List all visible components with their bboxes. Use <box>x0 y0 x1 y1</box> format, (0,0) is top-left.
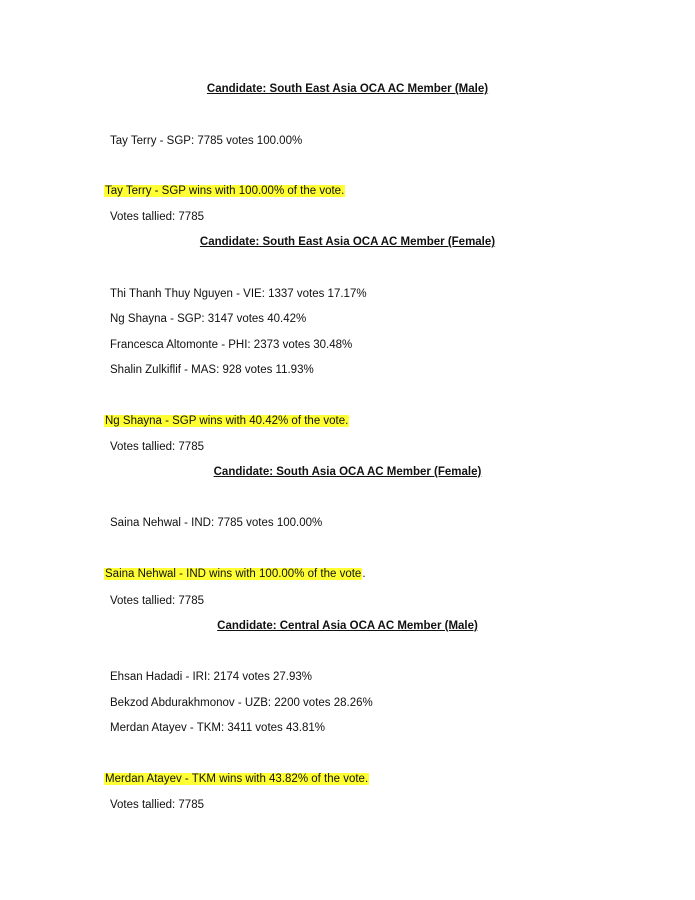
section-heading: Candidate: South Asia OCA AC Member (Female) <box>213 466 482 478</box>
votes-tallied: Votes tallied: 7785 <box>110 595 204 607</box>
winner-highlight: Tay Terry - SGP wins with 100.00% of the vote. <box>105 185 345 197</box>
winner-highlight: Saina Nehwal - IND wins with 100.00% of the vote <box>105 568 362 580</box>
result-line: Ng Shayna - SGP: 3147 votes 40.42% <box>110 313 307 325</box>
section-heading: Candidate: South East Asia OCA AC Member (Male) <box>206 83 489 95</box>
votes-tallied: Votes tallied: 7785 <box>110 799 204 811</box>
winner-line <box>104 414 349 429</box>
winner-line <box>104 567 366 582</box>
result-line: Francesca Altomonte - PHI: 2373 votes 30.48% <box>110 339 353 351</box>
result-line: Merdan Atayev - TKM: 3411 votes 43.81% <box>110 722 325 734</box>
winner-highlight: Ng Shayna - SGP wins with 40.42% of the vote. <box>105 415 349 427</box>
votes-tallied: Votes tallied: 7785 <box>110 441 204 453</box>
winner-line <box>104 184 345 199</box>
winner-highlight: Merdan Atayev - TKM wins with 43.82% of the vote. <box>105 773 369 785</box>
result-line: Ehsan Hadadi - IRI: 2174 votes 27.93% <box>110 671 313 683</box>
result-line: Shalin Zulkiflif - MAS: 928 votes 11.93% <box>110 364 314 376</box>
winner-line <box>104 772 369 787</box>
result-line: Tay Terry - SGP: 7785 votes 100.00% <box>110 135 303 147</box>
result-line: Thi Thanh Thuy Nguyen - VIE: 1337 votes 17.17% <box>110 288 367 300</box>
section-heading: Candidate: South East Asia OCA AC Member (Female) <box>199 236 496 248</box>
winner-suffix: . <box>362 568 366 580</box>
result-line: Saina Nehwal - IND: 7785 votes 100.00% <box>110 517 323 529</box>
votes-tallied: Votes tallied: 7785 <box>110 211 204 223</box>
result-line: Bekzod Abdurakhmonov - UZB: 2200 votes 28.26% <box>110 697 373 709</box>
section-heading: Candidate: Central Asia OCA AC Member (Male) <box>217 620 478 632</box>
